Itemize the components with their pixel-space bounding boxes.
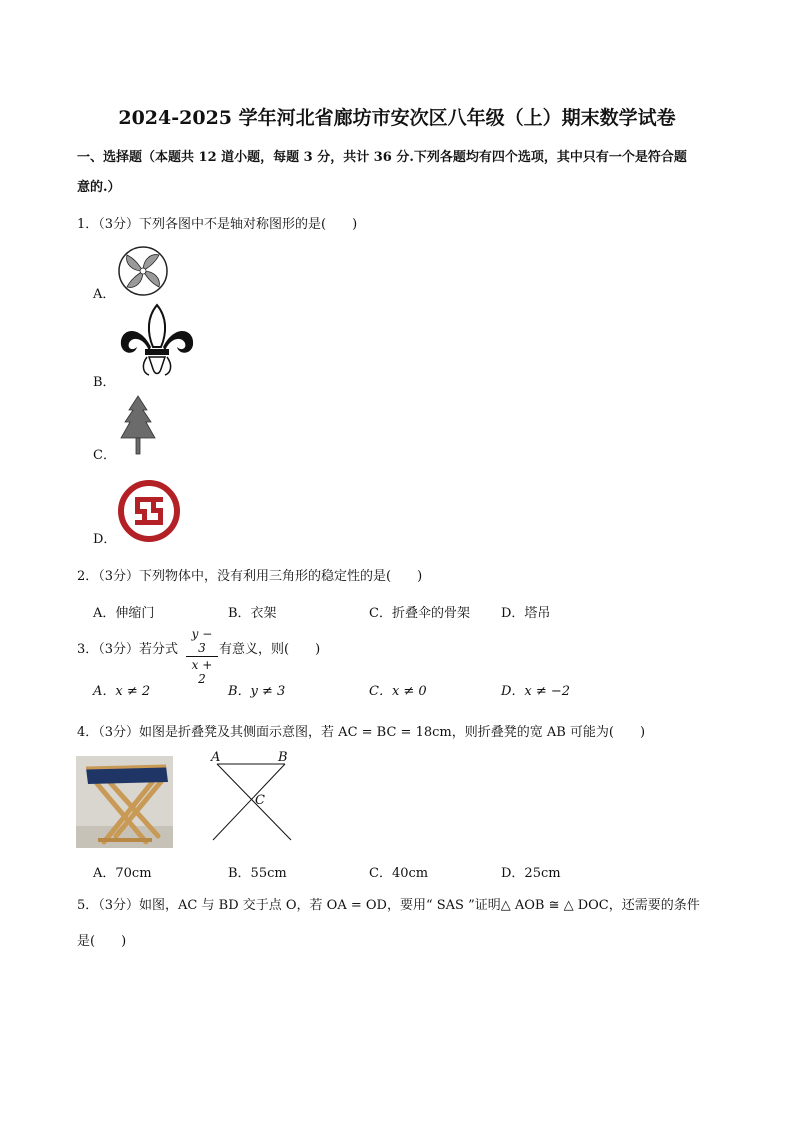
bank-logo-figure (118, 480, 180, 542)
diagram-label-c: C (255, 793, 265, 808)
fraction-bar (186, 656, 218, 657)
q2-option-c: C．折叠伞的骨架 (369, 606, 470, 621)
q1-label-a: A． (93, 287, 116, 302)
q5-stem-line2: 是( ) (77, 934, 127, 949)
q3-option-c: C．x ≠ 0 (369, 684, 427, 699)
q2-option-b: B．衣架 (228, 606, 277, 621)
diagram-label-a: A (211, 750, 221, 765)
q3-fraction (186, 627, 218, 686)
q2-option-a: A．伸缩门 (93, 606, 155, 621)
q4-stem: 4．（3分）如图是折叠凳及其侧面示意图，若 AC = BC = 18cm，则折叠凳的宽 AB 可能为( ) (77, 725, 646, 740)
q4-option-b: B．55cm (228, 866, 287, 881)
q3-denominator: x + 2 (191, 658, 213, 686)
q2-stem: 2．（3分）下列物体中，没有利用三角形的稳定性的是( ) (77, 569, 423, 584)
fleur-de-lis-figure (117, 303, 197, 381)
q3-option-a: A．x ≠ 2 (93, 684, 151, 699)
q1-label-b: B． (93, 375, 116, 390)
tree-figure (117, 394, 159, 456)
q3-option-d: D．x ≠ −2 (501, 684, 571, 699)
page-title: 2024-2025 学年河北省廊坊市安次区八年级（上）期末数学试卷 (118, 107, 676, 129)
pinwheel-figure (117, 245, 169, 297)
q3-option-b: B．y ≠ 3 (228, 684, 286, 699)
q4-option-a: A．70cm (93, 866, 152, 881)
q5-stem-line1: 5．（3分）如图，AC 与 BD 交于点 O，若 OA = OD，要用“ SAS ”证明△ AOB ≅ △ DOC，还需要的条件 (77, 898, 700, 913)
q1-label-c: C． (93, 448, 116, 463)
q1-stem: 1．（3分）下列各图中不是轴对称图形的是( ) (77, 217, 358, 232)
section-heading-line2: 意的.） (77, 180, 121, 195)
q4-option-d: D．25cm (501, 866, 561, 881)
q4-option-c: C．40cm (369, 866, 429, 881)
q3-numerator: y − 3 (191, 627, 213, 655)
q2-option-d: D．塔吊 (501, 606, 551, 621)
q1-label-d: D． (93, 532, 117, 547)
q3-stem-suffix: 有意义，则( ) (219, 642, 321, 657)
folding-stool-photo (76, 756, 173, 848)
section-heading-line1: 一、选择题（本题共 12 道小题，每题 3 分，共计 36 分.下列各题均有四个选项，其中只有一个是符合题 (77, 150, 687, 165)
diagram-label-b: B (278, 750, 288, 765)
q3-stem-prefix: 3．（3分）若分式 (77, 642, 179, 657)
